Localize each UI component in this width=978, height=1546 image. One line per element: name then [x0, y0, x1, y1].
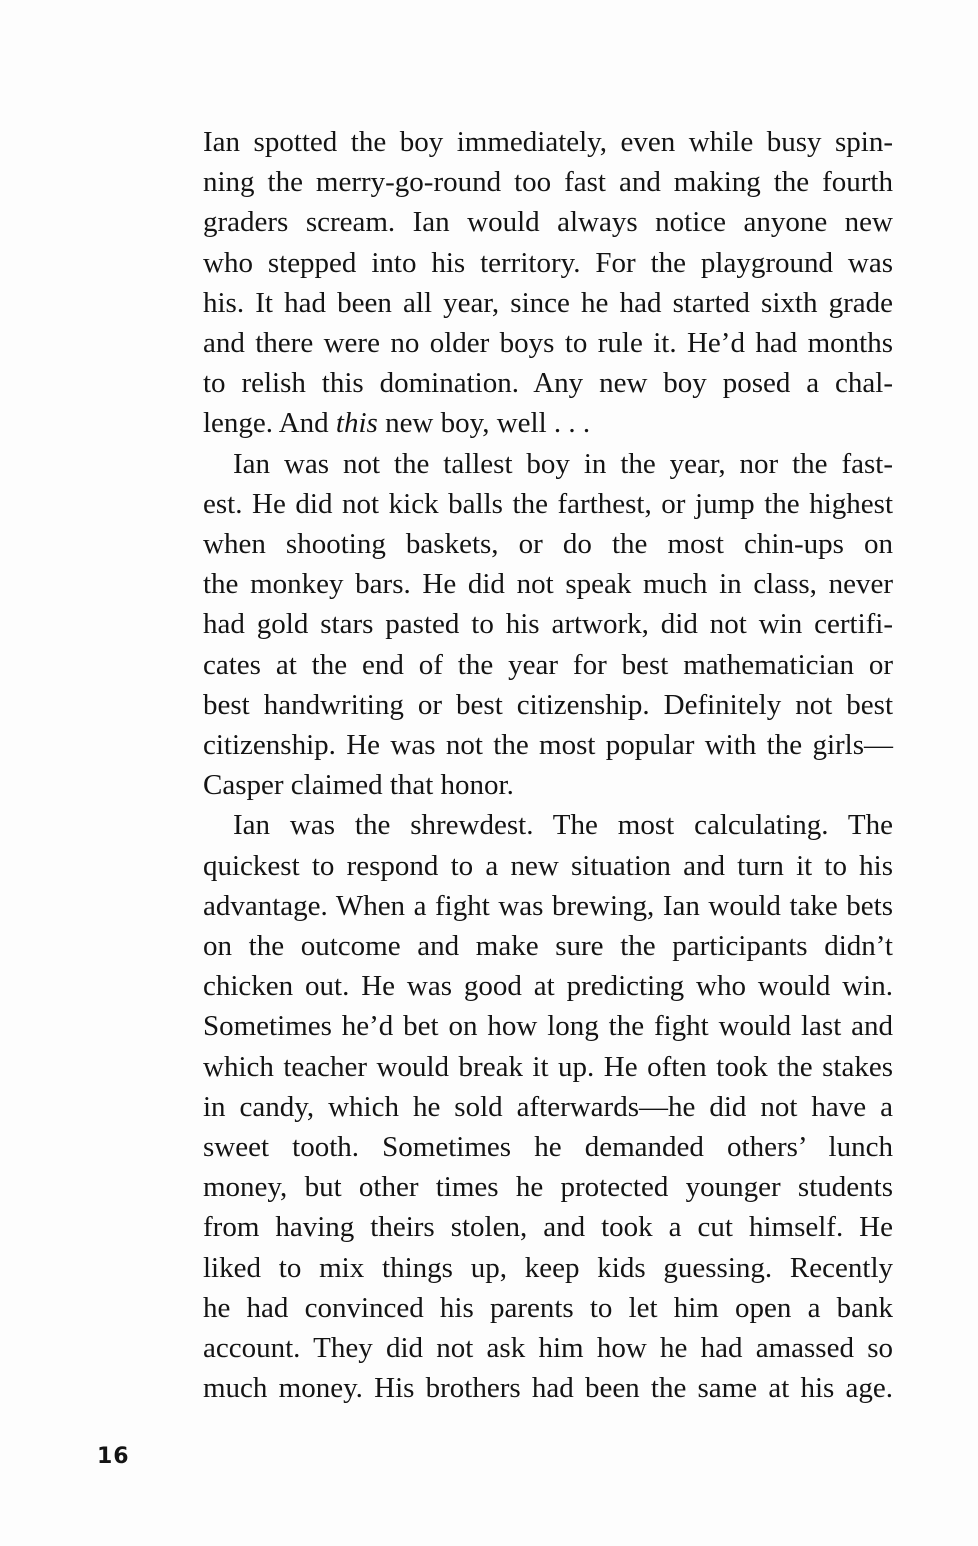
italic-emphasis: this: [335, 407, 378, 440]
text-segment: lenge. And: [203, 407, 336, 440]
text-line: ning the merry-go-round too fast and making the fourth: [203, 166, 893, 199]
text-line: advantage. When a fight was brewing, Ian would take bets: [203, 889, 893, 922]
text-line: best handwriting or best citizenship. Definitely not best: [203, 688, 893, 721]
text-line: est. He did not kick balls the farthest, or jump the highest: [203, 487, 893, 520]
paragraph-3: [203, 805, 893, 1408]
text-line: quickest to respond to a new situation and turn it to his: [203, 849, 893, 882]
text-line: when shooting baskets, or do the most chin-ups on: [203, 528, 893, 561]
text-line: he had convinced his parents to let him open a bank: [203, 1291, 893, 1324]
text-line: Ian was not the tallest boy in the year, nor the fast-: [233, 447, 893, 480]
text-line: graders scream. Ian would always notice anyone new: [203, 206, 893, 239]
text-line: chicken out. He was good at predicting who would win.: [203, 970, 893, 1003]
paragraph-1: [203, 122, 893, 444]
paragraph-2: [203, 444, 893, 806]
text-line: Casper claimed that honor.: [203, 769, 514, 802]
text-line: in candy, which he sold afterwards—he did not have a: [203, 1090, 893, 1123]
text-line: who stepped into his territory. For the playground was: [203, 246, 893, 279]
text-line: cates at the end of the year for best mathematician or: [203, 648, 893, 681]
text-line: Sometimes he’d bet on how long the fight would last and: [203, 1010, 893, 1043]
text-line: on the outcome and make sure the participants didn’t: [203, 930, 893, 963]
text-line: Ian spotted the boy immediately, even while busy spin-: [203, 126, 893, 158]
text-line: [203, 403, 893, 443]
page-number: 16: [97, 1444, 130, 1469]
text-line: much money. His brothers had been the same at his age.: [203, 1372, 893, 1405]
text-line: sweet tooth. Sometimes he demanded others’ lunch: [203, 1131, 893, 1164]
text-line: from having theirs stolen, and took a cut himself. He: [203, 1211, 893, 1244]
text-line: which teacher would break it up. He often took the stakes: [203, 1050, 893, 1083]
text-segment: new boy, well . . .: [377, 407, 591, 440]
text-line: liked to mix things up, keep kids guessing. Recently: [203, 1251, 893, 1284]
body-text: [203, 122, 893, 1409]
text-line: and there were no older boys to rule it. He’d had months: [203, 327, 893, 360]
text-line: Ian was the shrewdest. The most calculating. The: [233, 809, 893, 842]
text-line: to relish this domination. Any new boy posed a chal-: [203, 367, 893, 400]
text-line: the monkey bars. He did not speak much in class, never: [203, 568, 893, 601]
text-line: his. It had been all year, since he had started sixth grade: [203, 286, 893, 319]
text-line: account. They did not ask him how he had amassed so: [203, 1332, 893, 1365]
text-line: citizenship. He was not the most popular with the girls—: [203, 729, 893, 762]
text-line: had gold stars pasted to his artwork, did not win certifi-: [203, 608, 893, 641]
text-line: money, but other times he protected younger students: [203, 1171, 893, 1204]
